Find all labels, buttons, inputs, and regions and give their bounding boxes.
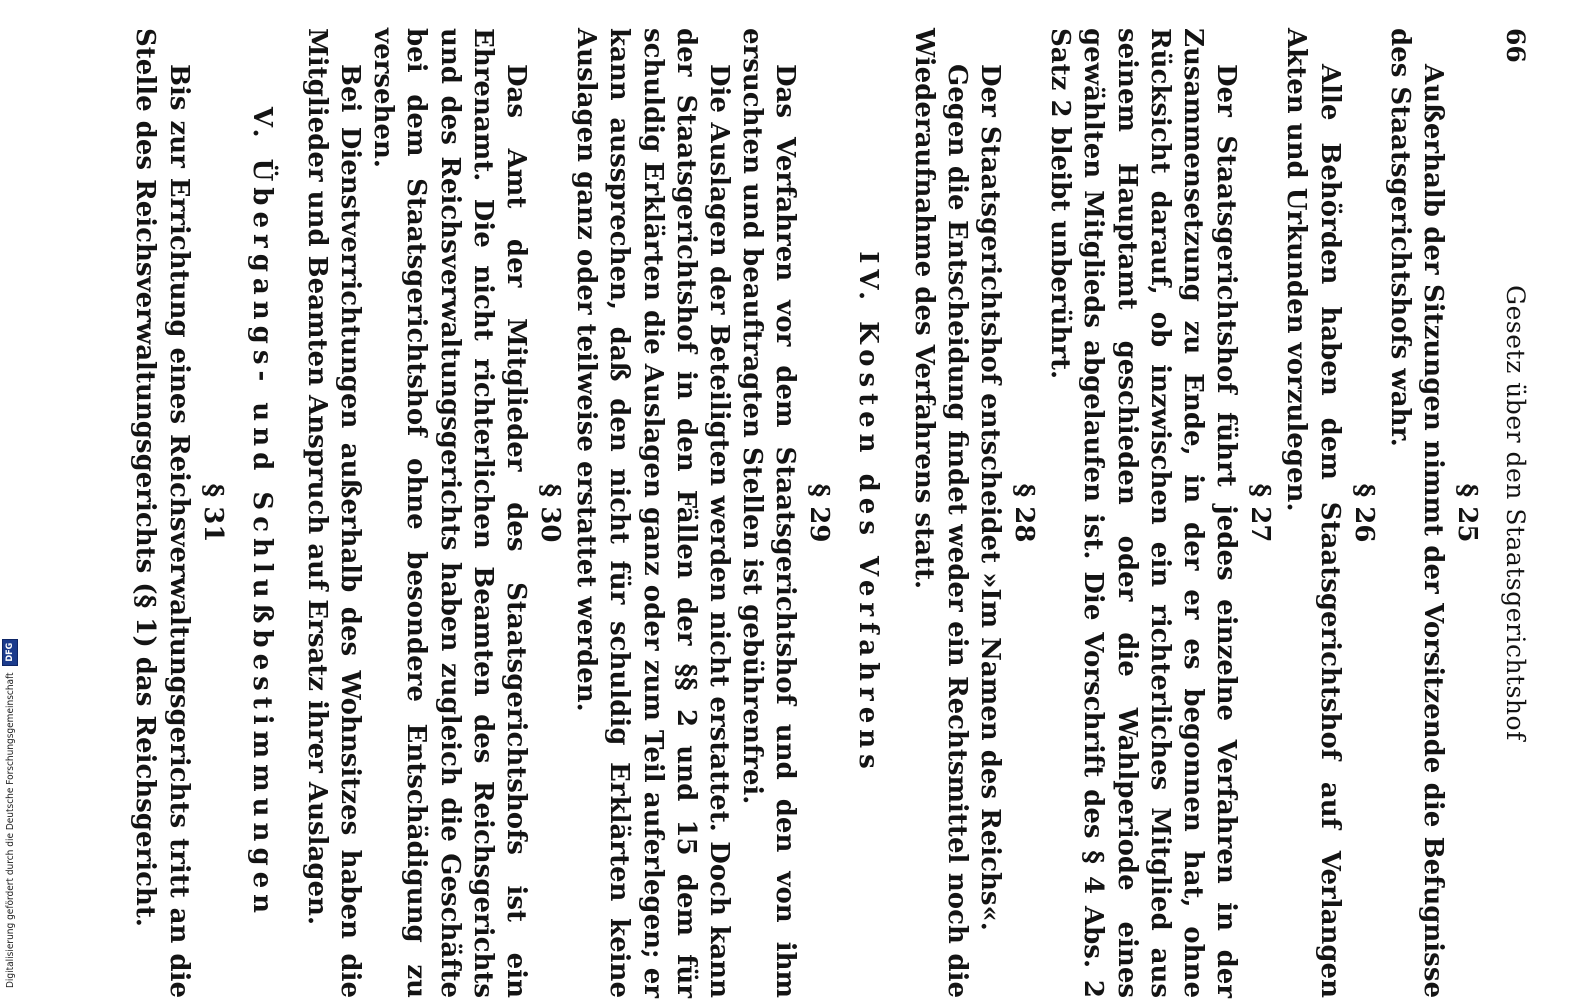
- paragraph-28-text-1: Der Staatsgerichtshof entscheidet »Im Namen des Reichs«.: [974, 64, 1005, 931]
- funding-note: [2, 639, 18, 988]
- paragraph-29-text-2: Die Auslagen der Beteiligten werden nicht erstattet. Doch kann der Staatsgerichtshof in den Fällen der §§ 2 und 15 dem für schuldig Erklärten die Auslagen ganz oder zum Teil auferlegen; er kann aussprechen, daß den nicht für schuldig Erklärten keine Auslagen ganz oder teilweise erstattet werden.: [571, 28, 734, 998]
- paragraph-25-text: Außerhalb der Sitzungen nimmt der Vorsitzende die Befugnisse des Staatsgerichtshofs wahr.: [1384, 28, 1448, 998]
- paragraph-28-text-2: Gegen die Entscheidung findet weder ein Rechtsmittel noch die Wiederaufnahme des Verfahrens statt.: [908, 28, 972, 998]
- page-header: [1486, 28, 1530, 998]
- paragraph-heading-28: § 28: [1008, 483, 1039, 543]
- paragraph-30-text-2: Bei Dienstverrichtungen außerhalb des Wohnsitzes haben die Mitglieder und Beamten Anspruch auf Ersatz ihrer Auslagen.: [301, 28, 365, 998]
- paragraph-heading-25: § 25: [1452, 483, 1482, 543]
- paragraph-26-text: Alle Behörden haben dem Staatsgerichtshof auf Verlangen Akten und Urkunden vorzulegen.: [1281, 28, 1345, 998]
- paragraph-heading-29: § 29: [804, 483, 835, 543]
- rotated-page-content: [50, 28, 1530, 998]
- paragraph-heading-31: § 31: [197, 483, 228, 543]
- paragraph-heading-26: § 26: [1348, 483, 1379, 543]
- paragraph-27-text: Der Staatsgerichtshof führt jedes einzelne Verfahren in der Zusammensetzung zu Ende, in der er es begonnen hat, ohne Rücksicht darauf, ob inzwischen ein richterliches Mitglied aus seinem Hauptamt geschieden oder die Wahlperiode eines gewählten Mitglieds abgelaufen ist. Die Vorschrift des § 4 Abs. 2 Satz 2 bleibt unberührt.: [1045, 28, 1242, 998]
- dfg-logo: DFG: [2, 639, 18, 666]
- paragraph-heading-27: § 27: [1245, 483, 1276, 543]
- paragraph-31-text: Bis zur Errichtung eines Reichsverwaltungsgerichts tritt an die Stelle des Reichsverwaltungsgerichts (§ 1) das Reichsgericht.: [130, 28, 194, 998]
- paragraph-29-text-1: Das Verfahren vor dem Staatsgerichtshof und den von ihm ersuchten und beauftragten Stellen ist gebührenfrei.: [737, 28, 801, 998]
- page-number: 66: [1501, 28, 1530, 63]
- section-heading-iv: IV. Kosten des Verfahrens: [853, 251, 884, 775]
- paragraph-heading-30: § 30: [534, 483, 565, 543]
- paragraph-30-text-1: Das Amt der Mitglieder des Staatsgerichtshofs ist ein Ehrenamt. Die nicht richterlichen Beamten des Reichsgerichts und des Reichsverwaltungsgerichts haben zugleich die Geschäfte bei dem Staatsgerichtshof ohne besondere Entschädigung zu versehen.: [368, 28, 531, 998]
- section-heading-v: V. Übergangs- und Schlußbestimmungen: [246, 106, 277, 920]
- funding-note-text: Digitalisierung gefördert durch die Deutsche Forschungsgemeinschaft: [5, 672, 16, 988]
- running-title: Gesetz über den Staatsgerichtshof: [1501, 285, 1530, 741]
